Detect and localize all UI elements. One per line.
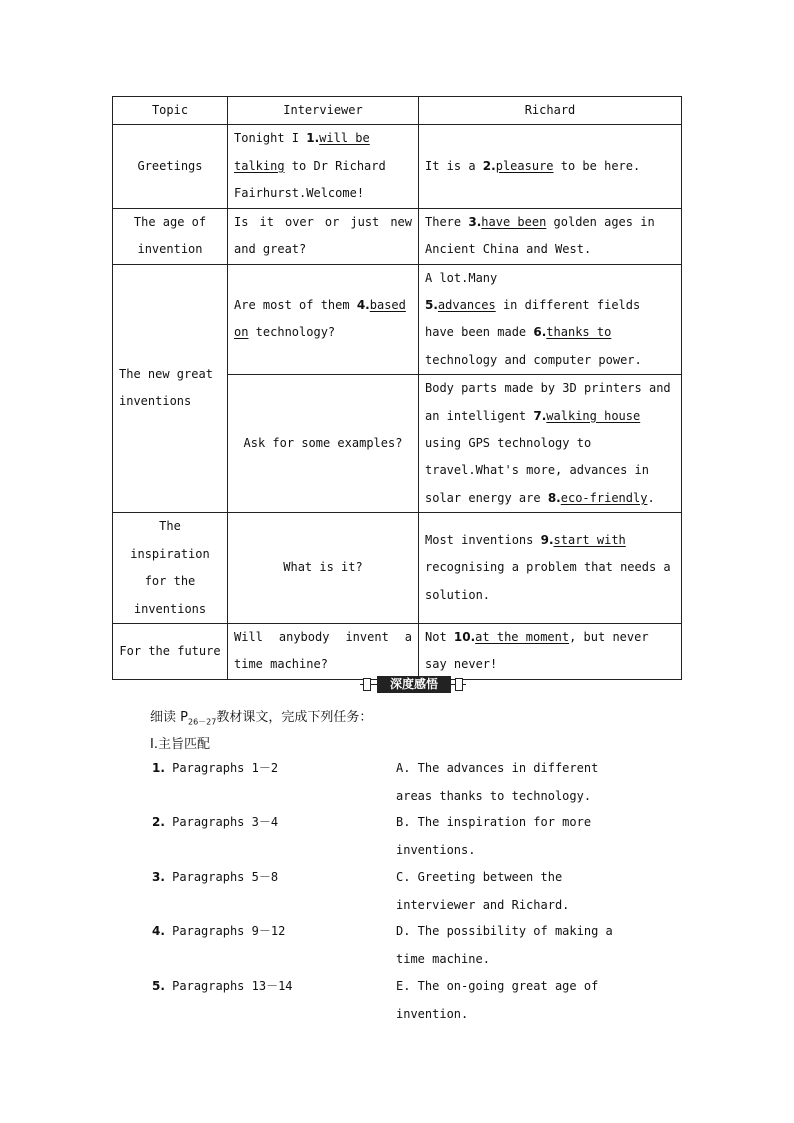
blank-number: 6. bbox=[533, 325, 547, 340]
text: Not bbox=[425, 629, 454, 644]
text: A lot.Many bbox=[425, 270, 498, 285]
table-row bbox=[113, 264, 682, 375]
option-text: B. The inspiration for more bbox=[396, 815, 592, 829]
blank-number: 8. bbox=[547, 490, 561, 505]
paragraph-range: Paragraphs 9－12 bbox=[164, 924, 286, 938]
interview-table bbox=[112, 96, 682, 680]
topic-greetings: Greetings bbox=[113, 125, 228, 208]
topic-age: The age of invention bbox=[113, 208, 228, 264]
paragraph-range: Paragraphs 13－14 bbox=[164, 979, 293, 993]
answer-4: based on bbox=[234, 298, 406, 340]
text: There bbox=[425, 214, 469, 229]
blank-number: 3. bbox=[468, 214, 482, 229]
answer-2: pleasure bbox=[495, 158, 554, 173]
option-text: invention. bbox=[396, 1006, 469, 1021]
header-interviewer: Interviewer bbox=[228, 97, 419, 125]
intro-instruction bbox=[150, 706, 372, 728]
text: Body parts made by 3D printers and an intelligent bbox=[425, 381, 671, 423]
matching-right-3 bbox=[396, 864, 626, 919]
paragraph-range: Paragraphs 3－4 bbox=[164, 815, 279, 829]
interviewer-future: Will anybody invent a time machine? bbox=[228, 623, 419, 679]
blank-number: 4. bbox=[356, 298, 370, 313]
text: recognising a problem that needs a solution. bbox=[425, 560, 671, 602]
text: It is a bbox=[425, 158, 483, 173]
blank-number: 5. bbox=[425, 298, 438, 313]
banner-label: 深度感悟 bbox=[377, 676, 451, 693]
interviewer-new-1 bbox=[228, 264, 419, 375]
text: , but never say never! bbox=[425, 629, 649, 672]
option-text: E. The on-going great age of bbox=[396, 979, 599, 993]
answer-10: at the moment bbox=[475, 629, 570, 644]
interviewer-greetings bbox=[228, 125, 419, 208]
topic-new-inventions: The new great inventions bbox=[113, 264, 228, 513]
banner-cap-left bbox=[363, 678, 371, 691]
item-number: 2. bbox=[152, 815, 165, 829]
blank-number: 9. bbox=[540, 532, 554, 547]
table-row bbox=[113, 125, 682, 208]
banner-cap-right bbox=[455, 678, 463, 691]
option-text: time machine. bbox=[396, 951, 490, 966]
matching-right-1 bbox=[396, 755, 626, 810]
answer-5: advances bbox=[437, 298, 496, 313]
text: to be here. bbox=[553, 158, 641, 173]
option-text: D. The possibility of making a bbox=[396, 924, 613, 938]
page-range: 26－27 bbox=[187, 717, 217, 727]
matching-left-5 bbox=[152, 973, 382, 1001]
text: Are most of them bbox=[234, 298, 357, 313]
table-row bbox=[113, 513, 682, 624]
richard-greetings bbox=[419, 125, 682, 208]
interviewer-age: Is it over or just new and great? bbox=[228, 208, 419, 264]
item-number: 5. bbox=[152, 979, 165, 993]
matching-right-2 bbox=[396, 809, 626, 864]
answer-9: start with bbox=[553, 532, 626, 547]
text: Tonight I bbox=[234, 131, 307, 146]
matching-right-4 bbox=[396, 918, 626, 973]
option-text: A. The advances in different bbox=[396, 761, 599, 775]
blank-number: 10. bbox=[453, 629, 476, 644]
table-row bbox=[113, 208, 682, 264]
table-header-row bbox=[113, 97, 682, 125]
matching-left-3 bbox=[152, 864, 382, 892]
option-text: interviewer and Richard. bbox=[396, 897, 570, 912]
interviewer-inspiration: What is it? bbox=[228, 513, 419, 624]
matching-left-4 bbox=[152, 918, 382, 946]
text: golden ages in Ancient China and West. bbox=[425, 214, 655, 257]
interviewer-new-2: Ask for some examples? bbox=[228, 375, 419, 513]
option-text: inventions. bbox=[396, 842, 476, 857]
header-topic: Topic bbox=[113, 97, 228, 125]
text: Most inventions bbox=[425, 532, 541, 547]
text: technology and computer power. bbox=[425, 352, 642, 367]
text: 教材课文，完成下列任务： bbox=[216, 710, 373, 725]
paragraph-range: Paragraphs 5－8 bbox=[164, 870, 279, 884]
richard-age bbox=[419, 208, 682, 264]
text: to Dr Richard Fairhurst.Welcome! bbox=[234, 158, 386, 201]
richard-new-2 bbox=[419, 375, 682, 513]
blank-number: 1. bbox=[306, 131, 320, 146]
matching-left-2 bbox=[152, 809, 382, 837]
item-number: 3. bbox=[152, 870, 165, 884]
section-title: Ⅰ.主旨匹配 bbox=[150, 737, 210, 752]
text: 细读 P bbox=[150, 710, 188, 725]
text: . bbox=[647, 490, 655, 505]
richard-future bbox=[419, 623, 682, 679]
item-number: 1. bbox=[152, 761, 165, 775]
blank-number: 7. bbox=[533, 408, 547, 423]
answer-1: will be talking bbox=[234, 131, 370, 173]
matching-right-5 bbox=[396, 973, 626, 1028]
option-text: C. Greeting between the bbox=[396, 870, 563, 884]
table-row bbox=[113, 623, 682, 679]
text: in different fields have been made bbox=[425, 298, 641, 340]
text: technology? bbox=[248, 325, 336, 340]
paragraph-range: Paragraphs 1－2 bbox=[164, 761, 279, 775]
option-text: areas thanks to technology. bbox=[396, 788, 592, 803]
answer-8: eco-friendly bbox=[560, 490, 648, 505]
richard-inspiration bbox=[419, 513, 682, 624]
richard-new-1 bbox=[419, 264, 682, 375]
section-banner bbox=[360, 675, 466, 693]
answer-7: walking house bbox=[546, 408, 641, 423]
item-number: 4. bbox=[152, 924, 165, 938]
topic-future: For the future bbox=[113, 623, 228, 679]
answer-6: thanks to bbox=[546, 325, 612, 340]
blank-number: 2. bbox=[482, 158, 496, 173]
matching-left-1 bbox=[152, 755, 382, 783]
topic-inspiration: The inspiration for the inventions bbox=[113, 513, 228, 624]
text: using GPS technology to travel.What's more, advances in solar energy are bbox=[425, 436, 649, 505]
answer-3: have been bbox=[481, 214, 547, 229]
header-richard: Richard bbox=[419, 97, 682, 125]
